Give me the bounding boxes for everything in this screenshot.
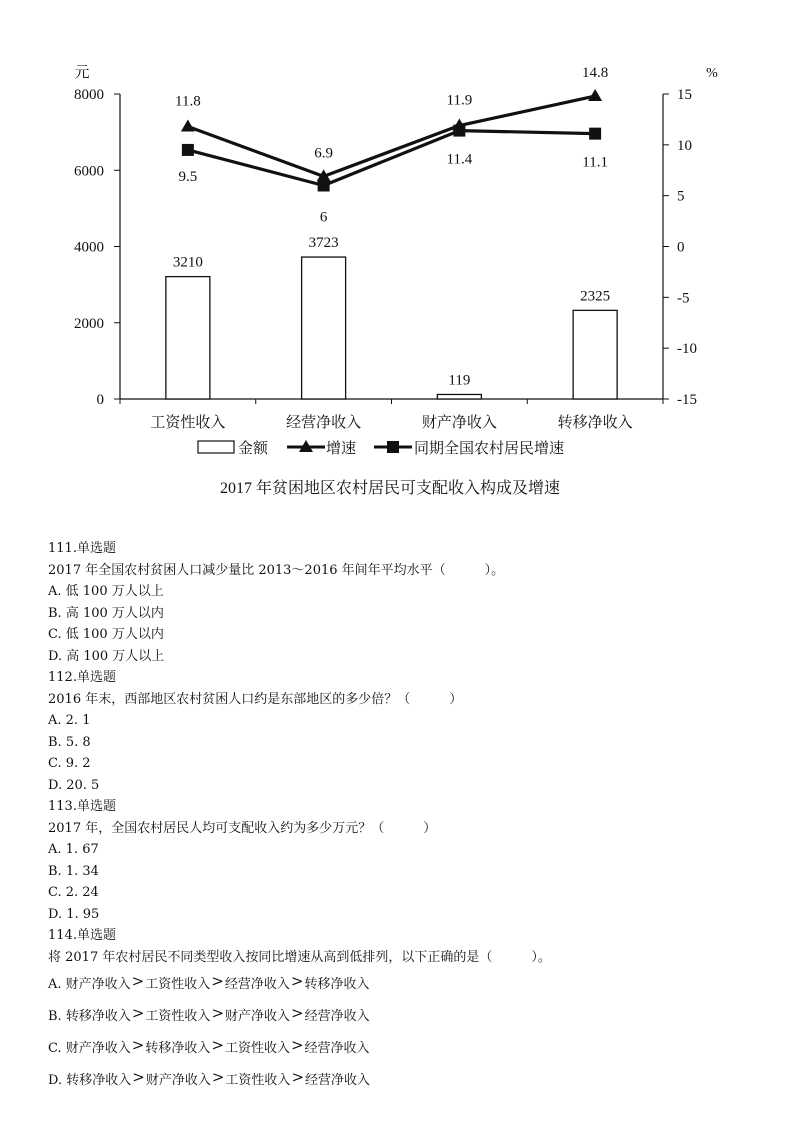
x-tick-label: 工资性收入 xyxy=(150,415,226,431)
right-tick-label: 0 xyxy=(677,239,685,256)
answer-option[interactable] xyxy=(48,1000,768,1032)
option-item: 财产净收入 xyxy=(65,1041,131,1056)
question-type: 单选题 xyxy=(76,541,116,556)
question-header xyxy=(48,925,768,947)
legend-label: 增速 xyxy=(326,441,357,457)
right-tick-label: 5 xyxy=(677,188,685,205)
question-stem: 将 2017 年农村居民不同类型收入按同比增速从高到低排列，以下正确的是（ ）。 xyxy=(48,949,551,965)
income-chart xyxy=(0,0,800,510)
answer-option[interactable]: D. 高 100 万人以上 xyxy=(48,648,165,664)
question-type: 单选题 xyxy=(76,670,116,685)
option-item: 经营净收入 xyxy=(304,1009,370,1024)
option-letter: D. xyxy=(48,1073,67,1088)
national-growth-data-label: 11.1 xyxy=(582,154,608,171)
left-tick-label: 0 xyxy=(96,392,104,408)
chart-title: 2017 年贫困地区农村居民可支配收入构成及增速 xyxy=(219,480,561,497)
national-growth-point xyxy=(182,144,194,156)
right-tick-label: -15 xyxy=(677,392,697,408)
answer-option[interactable]: C. 9. 2 xyxy=(48,756,91,771)
growth-point xyxy=(181,120,195,132)
left-axis-unit: 元 xyxy=(74,65,90,81)
answer-option[interactable]: C. 低 100 万人以内 xyxy=(48,627,164,642)
growth-data-label: 11.9 xyxy=(446,92,473,109)
greater-than-sign: > xyxy=(131,1004,145,1022)
question-stem: 2017 年，全国农村居民人均可支配收入约为多少万元？（ ） xyxy=(48,820,437,836)
legend-label: 金额 xyxy=(238,441,269,457)
national-growth-data-label: 11.4 xyxy=(446,151,473,168)
option-item: 财产净收入 xyxy=(225,1009,291,1024)
question-number: 112. xyxy=(48,670,77,685)
bar-data-label: 3210 xyxy=(172,254,203,271)
left-tick-label: 8000 xyxy=(74,87,104,103)
answer-option[interactable]: C. 2. 24 xyxy=(48,885,99,900)
left-tick-label: 4000 xyxy=(74,239,104,256)
option-item: 财产净收入 xyxy=(65,977,131,992)
question-header xyxy=(48,796,768,818)
answer-option[interactable]: B. 高 100 万人以内 xyxy=(48,605,164,621)
national-growth-point xyxy=(453,125,465,137)
question-number: 114. xyxy=(48,928,77,943)
answer-option[interactable] xyxy=(48,968,768,1000)
option-item: 转移净收入 xyxy=(304,977,370,992)
national-growth-data-label: 6 xyxy=(319,209,328,226)
greater-than-sign: > xyxy=(211,1036,224,1054)
legend-square-marker xyxy=(387,441,399,453)
answer-option[interactable]: B. 5. 8 xyxy=(48,734,91,750)
right-tick-label: -10 xyxy=(677,341,697,358)
greater-than-sign: > xyxy=(291,1004,304,1022)
question-stem: 2017 年全国农村贫困人口减少量比 2013～2016 年间年平均水平（ ）。 xyxy=(48,562,505,578)
right-tick-label: 10 xyxy=(677,137,692,154)
legend-swatch-bar xyxy=(198,441,234,453)
right-axis-unit: % xyxy=(706,66,718,81)
question-list xyxy=(48,538,768,1096)
bar xyxy=(573,310,617,399)
greater-than-sign: > xyxy=(290,972,304,990)
x-tick-label: 经营净收入 xyxy=(286,415,362,431)
chart-legend xyxy=(198,439,564,457)
bar xyxy=(302,257,346,399)
question-header xyxy=(48,667,768,689)
greater-than-sign: > xyxy=(211,1004,225,1022)
option-letter: C. xyxy=(48,1041,66,1056)
option-item: 转移净收入 xyxy=(66,1073,132,1088)
question-type: 单选题 xyxy=(76,928,116,943)
bar-series xyxy=(166,235,617,399)
greater-than-sign: > xyxy=(131,972,145,990)
right-tick-label: -5 xyxy=(677,290,690,307)
greater-than-sign: > xyxy=(211,1068,225,1086)
bar-data-label: 119 xyxy=(448,372,471,389)
national-growth-point xyxy=(589,128,601,140)
answer-option[interactable]: D. 1. 95 xyxy=(48,906,100,922)
question-number: 111. xyxy=(48,541,77,556)
right-tick-label: 15 xyxy=(677,87,692,103)
x-tick-label: 转移净收入 xyxy=(557,415,633,431)
question-type: 单选题 xyxy=(76,799,116,814)
answer-option[interactable]: B. 1. 34 xyxy=(48,863,99,879)
question-number: 113. xyxy=(48,799,77,814)
left-tick-label: 2000 xyxy=(74,315,104,332)
greater-than-sign: > xyxy=(290,1036,304,1054)
option-item: 经营净收入 xyxy=(224,977,290,992)
national-growth-point xyxy=(318,180,330,192)
option-item: 工资性收入 xyxy=(225,1073,291,1088)
option-letter: A. xyxy=(48,977,66,992)
national-growth-data-label: 9.5 xyxy=(178,168,198,185)
question-stem: 2016 年末，西部地区农村贫困人口约是东部地区的多少倍？（ ） xyxy=(48,691,463,707)
option-item: 工资性收入 xyxy=(145,1009,211,1024)
option-item: 经营净收入 xyxy=(304,1041,370,1056)
answer-option[interactable]: A. 1. 67 xyxy=(48,842,99,857)
left-tick-label: 6000 xyxy=(74,163,104,180)
answer-option[interactable] xyxy=(48,1032,768,1064)
legend-label: 同期全国农村居民增速 xyxy=(414,441,565,457)
answer-option[interactable]: A. 低 100 万人以上 xyxy=(48,584,164,599)
answer-option[interactable] xyxy=(48,1064,768,1096)
answer-option[interactable]: A. 2. 1 xyxy=(48,713,91,728)
bar xyxy=(437,394,481,399)
option-item: 经营净收入 xyxy=(305,1073,371,1088)
answer-option[interactable]: D. 20. 5 xyxy=(48,777,100,793)
national-growth-line xyxy=(188,131,595,186)
growth-data-label: 6.9 xyxy=(314,145,333,162)
line-series xyxy=(175,65,608,225)
growth-point xyxy=(588,89,602,101)
greater-than-sign: > xyxy=(131,1036,145,1054)
bar-data-label: 3723 xyxy=(308,235,339,252)
option-item: 转移净收入 xyxy=(145,1041,211,1056)
greater-than-sign: > xyxy=(211,972,224,990)
option-item: 财产净收入 xyxy=(145,1073,211,1088)
option-item: 转移净收入 xyxy=(65,1009,131,1024)
bar-data-label: 2325 xyxy=(580,288,611,305)
bar xyxy=(166,277,210,399)
option-letter: B. xyxy=(48,1009,66,1024)
option-item: 工资性收入 xyxy=(145,977,211,992)
greater-than-sign: > xyxy=(132,1068,145,1086)
x-tick-label: 财产净收入 xyxy=(421,415,497,431)
growth-data-label: 14.8 xyxy=(582,65,609,82)
growth-data-label: 11.8 xyxy=(175,93,201,110)
option-item: 工资性收入 xyxy=(224,1041,290,1056)
question-header xyxy=(48,538,768,560)
greater-than-sign: > xyxy=(291,1068,305,1086)
